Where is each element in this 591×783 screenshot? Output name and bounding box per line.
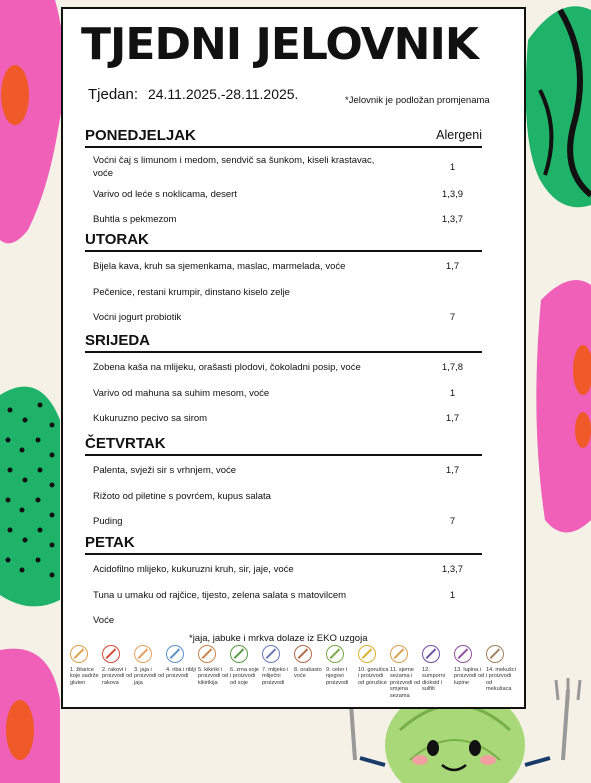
day-name: ČETVRTAK [85,435,166,452]
meal-row [85,353,482,379]
day-thursday [85,434,482,532]
legend-item: 7. mlijeko i mliječni proizvodi [262,645,293,686]
legend-item: 10. gorušica i proizvodi od gorušice [358,645,389,686]
legend-item: 13. lupina i proizvodi od lupine [454,645,485,686]
meal-row [85,379,482,404]
crab-icon [102,645,120,663]
week-range [88,86,298,103]
day-header [85,533,482,555]
sulfite-icon [422,645,440,663]
fish-icon [166,645,184,663]
day-monday [85,126,482,230]
meal-text: Bijela kava, kruh sa sjemenkama, maslac, marmelada, voće [93,261,346,272]
eco-footnote: *jaja, jabuke i mrkva dolaze iz EKO uzgoja [189,633,368,644]
meal-row [85,482,482,507]
meal-row [85,507,482,532]
wheat-icon [70,645,88,663]
day-header [85,126,482,148]
meal-text: Voćni čaj s limunom i medom, sendvič sa šunkom, kiseli krastavac, voće [93,155,375,179]
meal-allergens: 1,3,9 [441,189,464,200]
day-name: UTORAK [85,231,149,248]
meal-text: Varivo od leće s noklicama, desert [93,189,237,200]
orange-spot-bottom [6,700,34,760]
week-dates: 24.11.2025.-28.11.2025. [147,86,299,102]
meal-text: Tuna u umaku od rajčice, tijesto, zelena salata s matovilcem [93,590,347,601]
day-name: PETAK [85,534,135,551]
day-name: PONEDJELJAK [85,127,196,144]
meal-text: Kukuruzno pecivo sa sirom [93,413,208,424]
mollusc-icon [486,645,504,663]
meal-text: Pečenice, restani krumpir, dinstano kiselo zelje [93,287,290,298]
peanut-icon [198,645,216,663]
celery-icon [326,645,344,663]
meal-row [85,456,482,482]
meal-text: Zobena kaša na mlijeku, orašasti plodovi, čokoladni posip, voće [93,362,361,373]
legend-item: 3. jaja i proizvodi od jaja [134,645,165,686]
sesame-icon [390,645,408,663]
meal-allergens: 7 [449,516,456,527]
nut-icon [294,645,312,663]
meal-row [85,581,482,606]
meal-allergens: 1,7 [445,465,460,476]
meal-allergens: 1,3,7 [441,564,464,575]
meal-row [85,148,482,178]
meal-row [85,555,482,581]
day-header [85,230,482,252]
meal-allergens: 1 [449,590,456,601]
meal-allergens: 1,7,8 [441,362,464,373]
allergens-header: Alergeni [436,128,482,142]
meal-text: Puding [93,516,123,527]
legend-item: 11. sjeme sezama i proizvodi od smjena sezama [390,645,421,699]
meal-row [85,303,482,328]
meal-text: Buhtla s pekmezom [93,214,177,225]
orange-spot-right-2 [575,412,591,448]
meal-allergens: 7 [449,312,456,323]
meal-row [85,204,482,230]
day-header [85,434,482,456]
legend-item: 6. zrna soje i proizvodi od soje [230,645,261,686]
pink-blob-right [536,280,591,533]
meal-text: Voćni jogurt probiotik [93,312,182,323]
meal-text: Voće [93,615,115,626]
day-wednesday [85,331,482,429]
soy-icon [230,645,248,663]
egg-icon [134,645,152,663]
legend-item: 1. žitarice koje sadrže gluten [70,645,101,686]
meal-allergens: 1,7 [445,261,460,272]
meal-text: Acidofilno mlijeko, kukuruzni kruh, sir, jaje, voće [93,564,294,575]
orange-spot [1,65,29,125]
week-label: Tjedan: [88,86,139,103]
meal-allergens: 1,3,7 [441,214,464,225]
lupin-icon [454,645,472,663]
legend-item: 9. celer i njegovi proizvodi [326,645,357,686]
legend-item: 12. sumporni dioksid i sulfiti [422,645,453,693]
meal-allergens: 1 [449,388,456,399]
page-title: TJEDNI JELOVNIK [81,19,478,70]
meal-text: Palenta, svježi sir s vrhnjem, voće [93,465,237,476]
meal-row [85,252,482,278]
green-blob-top-right [526,6,591,207]
day-name: SRIJEDA [85,332,151,349]
mustard-icon [358,645,376,663]
day-friday [85,533,482,631]
menu-card [61,7,526,709]
meal-text: Varivo od mahuna sa suhim mesom, voće [93,388,270,399]
day-tuesday [85,230,482,328]
legend-item: 5. kikiriki i proizvodi od kikirikija [198,645,229,686]
legend-item: 14. mekušci i proizvodi od mekušaca [486,645,517,693]
milk-icon [262,645,280,663]
meal-row [85,178,482,204]
meal-text: Rižoto od piletine s povrćem, kupus salata [93,491,271,502]
meal-row [85,278,482,303]
legend-item: 4. riba i riblji proizvodi [166,645,197,680]
menu-change-note: *Jelovnik je podložan promjenama [345,95,490,106]
legend-item: 8. orašasto voće [294,645,325,680]
meal-allergens: 1 [449,162,456,173]
meal-allergens: 1,7 [445,413,460,424]
meal-row [85,404,482,429]
legend-item: 2. rakovi i proizvodi od rakova [102,645,133,686]
day-header [85,331,482,353]
meal-row [85,606,482,631]
